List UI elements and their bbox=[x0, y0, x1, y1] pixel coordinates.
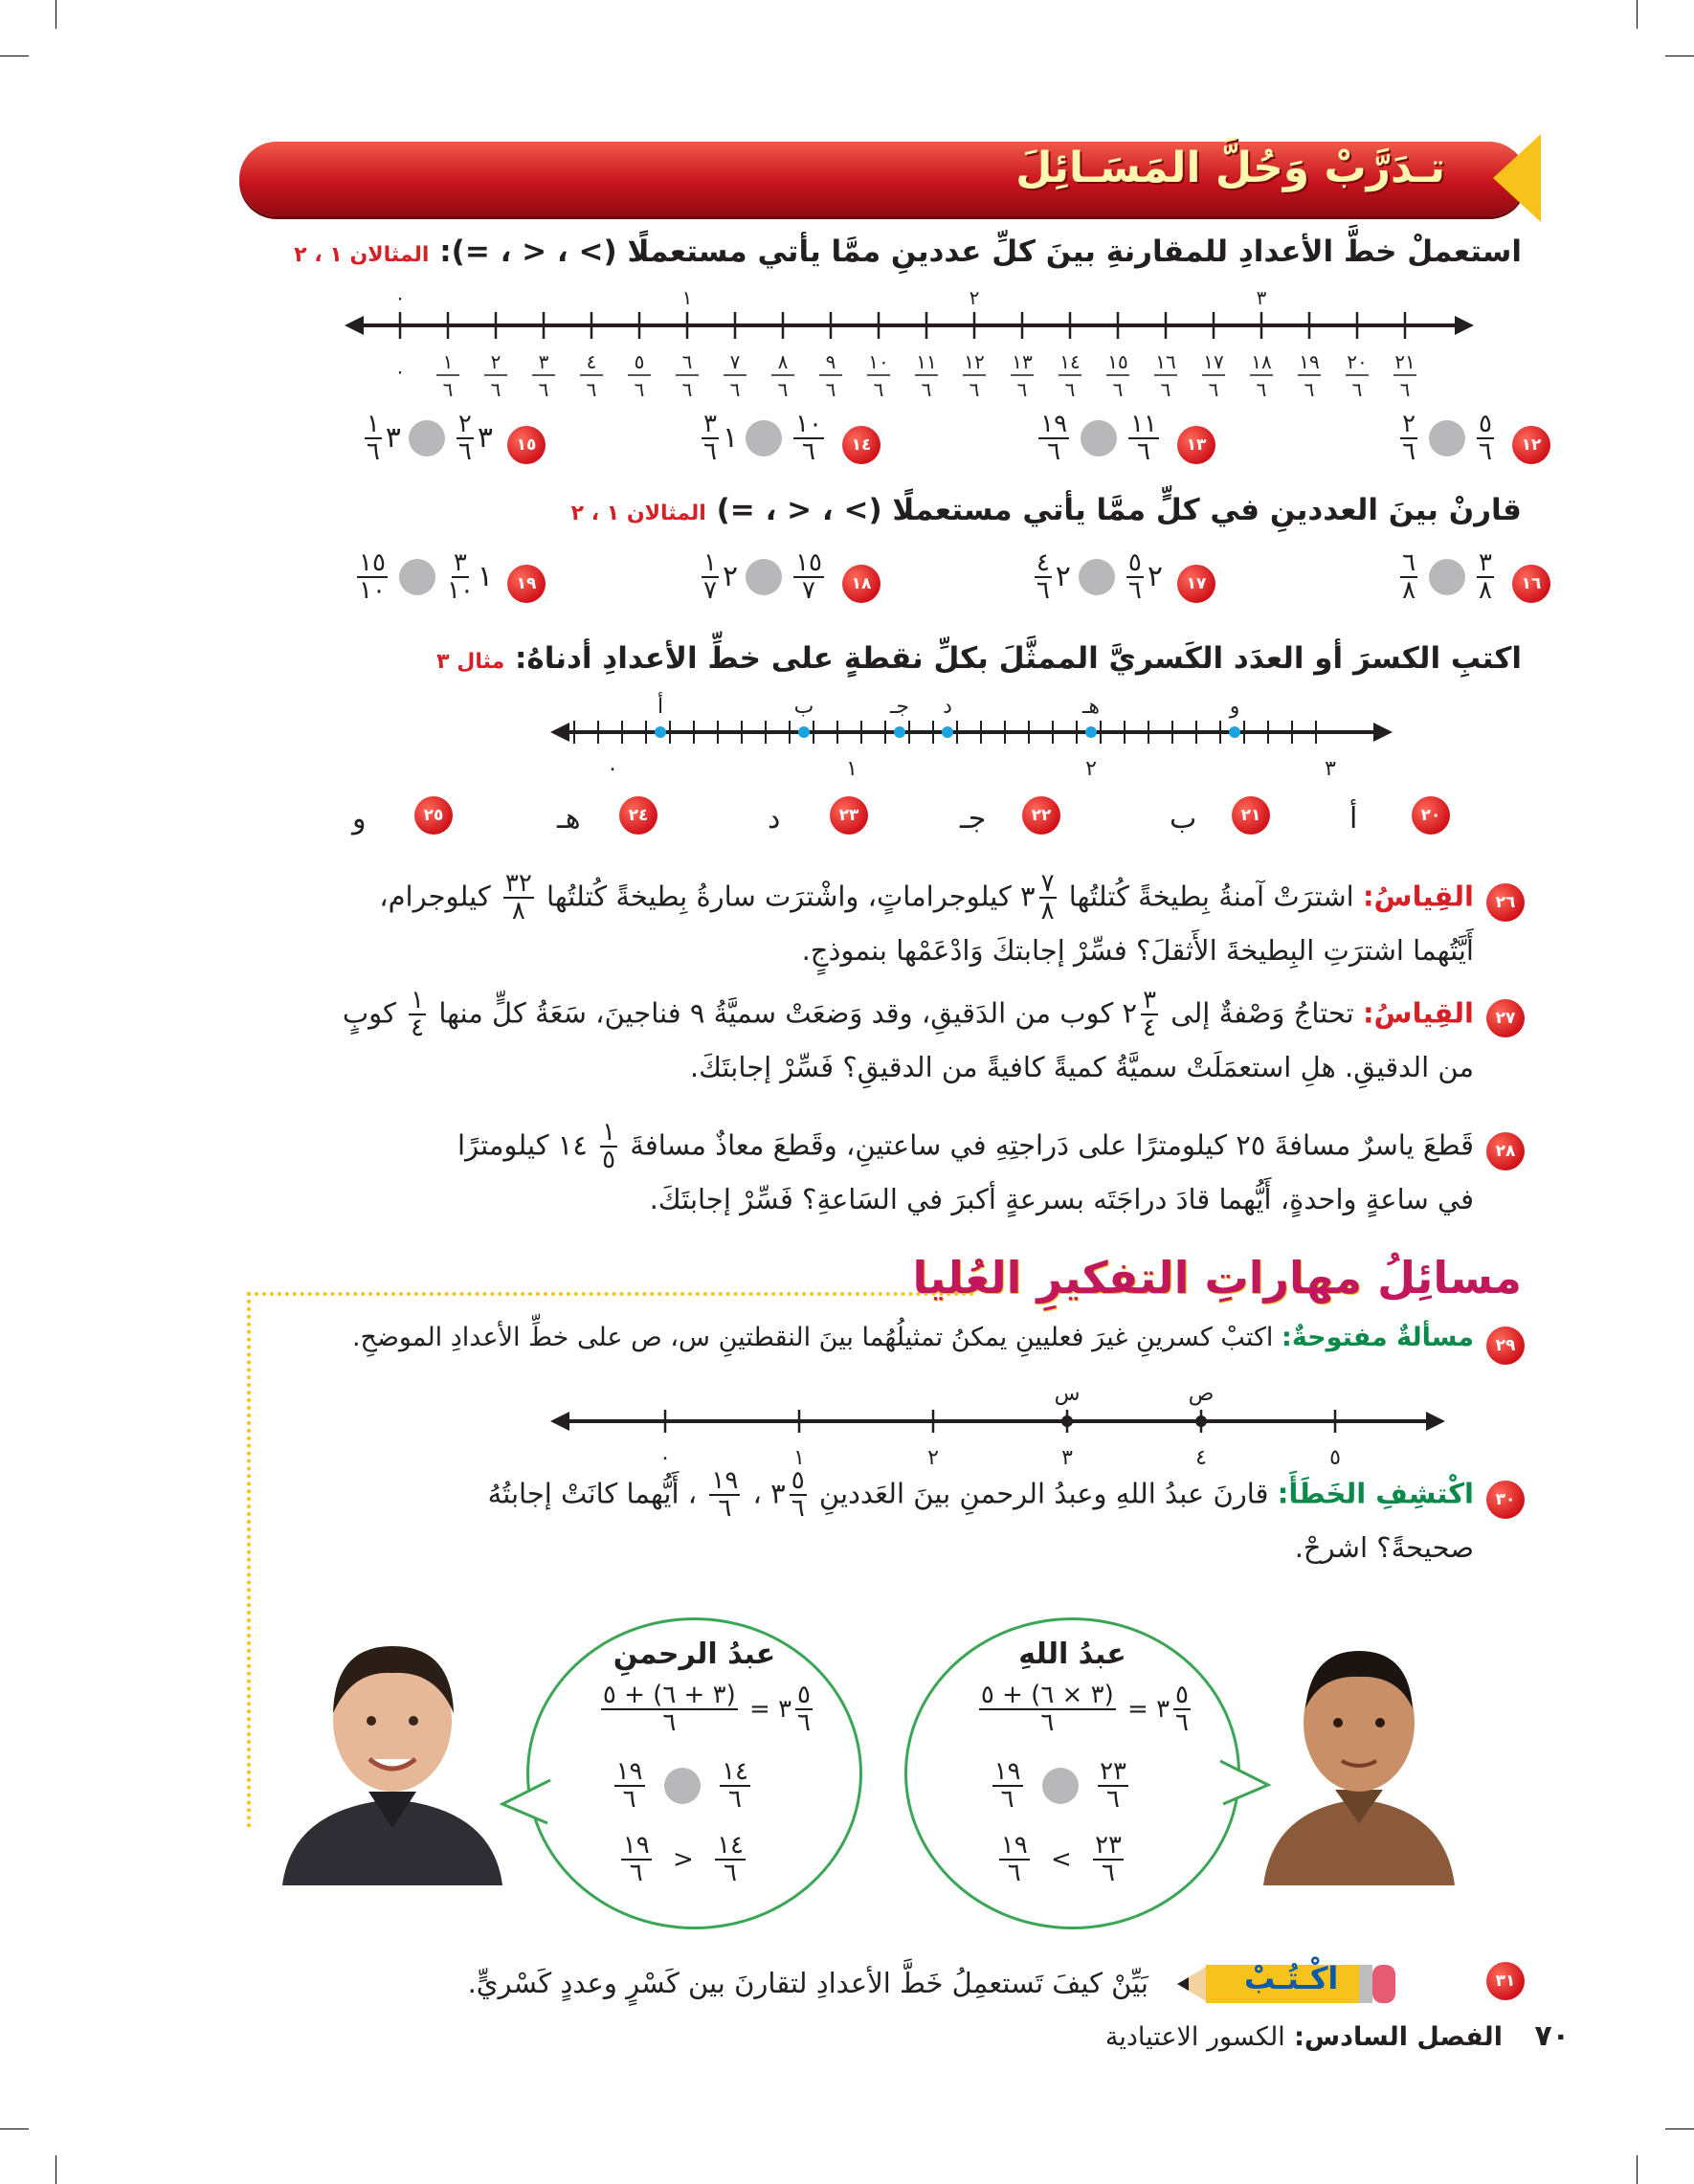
tick-denominator: ٦ bbox=[777, 378, 789, 401]
problem-number: ٢٧ bbox=[1486, 999, 1525, 1037]
fraction: $\frac{٥}{٦}$ bbox=[1127, 548, 1142, 606]
tick-denominator: ٦ bbox=[1160, 378, 1171, 401]
arrow-right-icon bbox=[1373, 723, 1393, 742]
crop-mark bbox=[1665, 2128, 1694, 2129]
tick-denominator: ٦ bbox=[1208, 378, 1219, 401]
instruction-text: اكتبِ الكسرَ أو العدَد الكَسريَّ الممثَّلَ بكلِّ نقطةٍ على خطِّ الأعدادِ أدناهُ: bbox=[515, 641, 1522, 676]
comparison-problem bbox=[1396, 412, 1498, 466]
tick-denominator: ٦ bbox=[442, 378, 454, 401]
tick-numerator: ١٧ bbox=[1203, 350, 1224, 373]
number-line-s-sad bbox=[550, 1369, 1445, 1474]
fraction: $\frac{١٩}{٦}$ bbox=[711, 1466, 739, 1524]
fraction: $\frac{١}{٧}$ bbox=[702, 548, 717, 606]
separator: ، bbox=[752, 1477, 762, 1510]
answer-circle[interactable] bbox=[1079, 559, 1115, 595]
fraction: $\frac{٤}{٦}$ bbox=[1036, 548, 1050, 606]
arrow-left-icon bbox=[345, 316, 364, 335]
page-number: ٧٠ bbox=[1534, 2019, 1570, 2053]
bubble-name: عبدُ الرحمنِ bbox=[613, 1638, 776, 1671]
arrow-left-icon bbox=[550, 723, 569, 742]
point-label: ب bbox=[793, 695, 814, 719]
problem-number: ١٩ bbox=[507, 565, 546, 603]
hots-title: مهاراتِ التفكيرِ العُليا bbox=[912, 1252, 1363, 1304]
fraction: $\frac{٥}{٦}$ bbox=[791, 1466, 805, 1524]
section2-instruction bbox=[571, 493, 1522, 527]
point-label: جـ bbox=[889, 695, 910, 719]
number-line-sixths bbox=[345, 282, 1474, 416]
answer-circle[interactable] bbox=[746, 420, 782, 457]
answer-circle[interactable] bbox=[409, 420, 445, 457]
fraction: $\frac{١٩}{٦}$ bbox=[1040, 410, 1068, 467]
whole-label: ١ bbox=[681, 286, 693, 309]
bubble-tail bbox=[1215, 1751, 1273, 1818]
tick-numerator: ٢١ bbox=[1394, 350, 1415, 373]
number-line-point bbox=[1085, 726, 1097, 738]
problem-number: ٢٢ bbox=[1022, 796, 1060, 835]
hots-dotted-frame bbox=[247, 1292, 974, 1296]
problem-text: من الدقيقِ. هلِ استعمَلَتْ سميَّةُ كميةً كافيةً من الدقيقِ؟ فَسِّرْ إجابتَكَ. bbox=[689, 1050, 1474, 1083]
answer-circle[interactable] bbox=[746, 559, 782, 595]
problem-label: مسألةٌ مفتوحةٌ: bbox=[1282, 1323, 1474, 1352]
fraction: $\frac{١}{٥}$ bbox=[602, 1118, 616, 1175]
tick-numerator: ٤ bbox=[586, 350, 597, 373]
problem-text: كيلوجراماتٍ، واشْترَت سارةُ بِطيخةً كُتلتُها bbox=[546, 880, 1012, 913]
whole-label: ٢ bbox=[969, 286, 980, 309]
problem-26 bbox=[191, 871, 1474, 975]
problem-text: قارنَ عبدُ اللهِ وعبدُ الرحمنِ بينَ العَددينِ bbox=[818, 1477, 1269, 1510]
fraction: $\frac{٢}{٦}$ bbox=[1402, 410, 1416, 467]
comparison-problem: $\frac{١٠}{٦}$ ١ $\frac{٣}{٦}$ bbox=[702, 410, 822, 467]
problem-number: ١٨ bbox=[842, 565, 880, 603]
tick-numerator: ١٩ bbox=[1299, 350, 1320, 373]
problem-label: اكْتشِفِ الخَطَأَ: bbox=[1277, 1477, 1474, 1510]
problem-number: ١٢ bbox=[1512, 426, 1550, 464]
axis-label: ٥ bbox=[1329, 1446, 1341, 1470]
fraction: $\frac{٦}{٨}$ bbox=[1402, 548, 1416, 606]
tick-denominator: ٦ bbox=[1399, 378, 1411, 401]
tick-denominator: ٦ bbox=[921, 378, 932, 401]
problem-number: ١٣ bbox=[1177, 426, 1215, 464]
tick-denominator: ٦ bbox=[1112, 378, 1124, 401]
tick-numerator: ٣ bbox=[538, 350, 549, 373]
axis-label: ١ bbox=[793, 1446, 805, 1470]
bubble-equation: $\frac{٥}{٦}$ ٣ = $\frac{(٣ + ٦) + ٥}{٦}$ bbox=[602, 1681, 811, 1738]
chapter-title: الكسور الاعتيادية bbox=[1104, 2022, 1285, 2052]
bubble-comparison: $\frac{١٤}{٦}$ $\frac{١٩}{٦}$ bbox=[615, 1757, 748, 1815]
tick-numerator: ٢٠ bbox=[1347, 350, 1368, 373]
comparison-problem: ٢ $\frac{٥}{٦}$ ٢ $\frac{٤}{٦}$ bbox=[1036, 548, 1163, 606]
section3-instruction bbox=[436, 641, 1522, 676]
fraction: $\frac{٧}{٨}$ bbox=[1040, 869, 1055, 926]
problem-text: أَيَّتُهما اشترَتِ البِطيخةَ الأَثقلَ؟ فسِّرْ إجابتكَ وَادْعَمْها بنموذجٍ. bbox=[801, 933, 1474, 967]
speech-bubble-abdulrahman bbox=[526, 1617, 862, 1929]
number-line-point bbox=[798, 726, 810, 738]
tick-numerator: ٢ bbox=[490, 350, 502, 373]
point-label: ص bbox=[1188, 1382, 1215, 1406]
crop-mark bbox=[0, 2128, 29, 2129]
example-ref: المثالان ١ ، ٢ bbox=[570, 501, 706, 525]
number-line-points bbox=[550, 689, 1393, 794]
problem-28 bbox=[191, 1120, 1474, 1224]
tick-numerator: ١٨ bbox=[1251, 350, 1272, 373]
crop-mark bbox=[1637, 0, 1638, 29]
comparison-problem: ٣ $\frac{٢}{٦}$ ٣ $\frac{١}{٦}$ bbox=[366, 410, 493, 467]
tick-denominator: ٦ bbox=[538, 378, 549, 401]
problem-label: القِياسُ: bbox=[1362, 880, 1474, 913]
bubble-result: $\frac{١٤}{٦}$ < $\frac{١٩}{٦}$ bbox=[622, 1831, 744, 1888]
point-s bbox=[1061, 1415, 1073, 1427]
bubble-comparison: $\frac{٢٣}{٦}$ $\frac{١٩}{٦}$ bbox=[993, 1757, 1126, 1815]
point-label: هـ bbox=[1081, 695, 1101, 719]
arrow-right-icon bbox=[1455, 316, 1474, 335]
answer-label: د bbox=[768, 802, 781, 836]
problem-number: ١٧ bbox=[1177, 565, 1215, 603]
fraction: $\frac{١٠}{٦}$ bbox=[795, 410, 822, 467]
number-line-point bbox=[942, 726, 953, 738]
tick-numerator: ٨ bbox=[777, 350, 789, 373]
fraction: $\frac{١١}{٦}$ bbox=[1130, 410, 1157, 467]
problem-number: ٢٦ bbox=[1486, 883, 1525, 922]
instruction-text: قارنْ بينَ العددينِ في كلٍّ ممَّا يأتي مستعملًا (> ، < ، =) bbox=[716, 493, 1522, 527]
bubble-equation: $\frac{٥}{٦}$ ٣ = $\frac{(٣ \times ٦) + ٥}{٦}$ bbox=[980, 1681, 1189, 1738]
comparison-problem bbox=[1035, 412, 1163, 466]
fraction: $\frac{٥}{٦}$ bbox=[1479, 410, 1492, 467]
whole-number: ٢ bbox=[1122, 996, 1138, 1030]
comparison-problem bbox=[1396, 550, 1498, 605]
tick-numerator: ٩ bbox=[825, 350, 836, 373]
point-label: أ bbox=[657, 695, 664, 719]
tick-numerator: ١٢ bbox=[964, 350, 985, 373]
number-line-point bbox=[655, 726, 666, 738]
tick-numerator: ١١ bbox=[916, 350, 937, 373]
tick-numerator: ٥ bbox=[634, 350, 645, 373]
problem-number: ١٤ bbox=[842, 426, 880, 464]
point-label: س bbox=[1054, 1382, 1081, 1406]
answer-circle[interactable] bbox=[399, 559, 435, 595]
problem-number: ٢٣ bbox=[830, 796, 868, 835]
tick-numerator: ١٦ bbox=[1155, 350, 1176, 373]
arrow-right-icon bbox=[1426, 1412, 1445, 1431]
problem-30 bbox=[191, 1468, 1474, 1572]
tick-numerator: ٦ bbox=[681, 350, 693, 373]
tick-denominator: ٦ bbox=[490, 378, 502, 401]
tick-denominator: ٦ bbox=[1256, 378, 1267, 401]
answer-circle[interactable] bbox=[1429, 559, 1465, 595]
banner-title: تـدَرَّبْ وَحُلَّ المَسَـائِلَ bbox=[1015, 144, 1445, 192]
problem-number: ٣١ bbox=[1486, 1962, 1525, 2000]
tick-denominator: ٦ bbox=[1016, 378, 1028, 401]
bubble-tail bbox=[498, 1771, 555, 1838]
problem-number: ٢٤ bbox=[619, 796, 658, 835]
answer-label: ب bbox=[1170, 802, 1197, 836]
speech-bubble-abdullah bbox=[904, 1617, 1240, 1929]
page-footer bbox=[1105, 2019, 1570, 2053]
problem-text: اشترَتْ آمنةُ بِطيخةً كُتلتُها bbox=[1068, 880, 1354, 913]
tick-numerator: ١ bbox=[442, 350, 454, 373]
bubble-name: عبدُ اللهِ bbox=[1018, 1638, 1126, 1671]
chapter-label: الفصل السادس: bbox=[1294, 2022, 1503, 2052]
answer-circle[interactable] bbox=[1429, 420, 1465, 457]
answer-label: هـ bbox=[557, 802, 581, 836]
problem-number: ٢٠ bbox=[1412, 796, 1450, 835]
tick-denominator: ٦ bbox=[729, 378, 741, 401]
arrow-left-icon bbox=[550, 1412, 569, 1431]
fraction: $\frac{١٥}{١٠}$ bbox=[359, 548, 386, 606]
answer-circle bbox=[1042, 1768, 1079, 1804]
axis-label: ٤ bbox=[1195, 1446, 1207, 1470]
boy-photo-left bbox=[278, 1617, 507, 1885]
tick-numerator: ١٣ bbox=[1012, 350, 1033, 373]
problem-text: قَطعَ ياسرٌ مسافةَ ٢٥ كيلومترًا على دَراجتِهِ في ساعتينِ، وقَطعَ معاذٌ مسافةَ bbox=[630, 1128, 1474, 1162]
tick-denominator: ٦ bbox=[634, 378, 645, 401]
tick-numerator: ١٥ bbox=[1107, 350, 1128, 373]
whole-number: ٣ bbox=[770, 1477, 786, 1510]
pencil-label: اكْـتُـبْ bbox=[1244, 1960, 1339, 1996]
problem-27 bbox=[191, 988, 1474, 1092]
problem-29 bbox=[191, 1313, 1474, 1363]
tick-denominator: ٦ bbox=[1064, 378, 1076, 401]
problem-text: تحتاجُ وَصْفةٌ إلى bbox=[1170, 996, 1354, 1030]
crop-mark bbox=[1637, 2155, 1638, 2184]
axis-label: ٢ bbox=[927, 1446, 939, 1470]
boy-photo-right bbox=[1254, 1617, 1464, 1885]
problem-text: في ساعةٍ واحدةٍ، أَيُّهما قادَ دراجَتَه بسرعةٍ أكبرَ في السَاعةِ؟ فَسِّرْ إجابتَكَ. bbox=[649, 1182, 1474, 1215]
problem-number: ٢١ bbox=[1232, 796, 1270, 835]
answer-circle bbox=[664, 1768, 701, 1804]
problem-text: ، أَيُّهما كانَتْ إجابتُهُ bbox=[487, 1477, 698, 1510]
answer-label: أ bbox=[1349, 802, 1358, 836]
tick-denominator: ٦ bbox=[969, 378, 980, 401]
hots-heading bbox=[913, 1252, 1522, 1304]
tick-denominator: ٦ bbox=[586, 378, 597, 401]
fraction: $\frac{٣}{٦}$ bbox=[702, 410, 717, 467]
problem-text: كوب من الدَقيقِ، وقد وَضعَتْ سميَّةُ ٩ فناجينَ، سَعَةُ كلٍّ منها bbox=[438, 996, 1114, 1030]
axis-label: ٣ bbox=[1061, 1446, 1073, 1470]
tick-numerator: ١٠ bbox=[868, 350, 889, 373]
tick-denominator: ٦ bbox=[873, 378, 884, 401]
whole-label: ٠ bbox=[394, 286, 406, 309]
point-sad bbox=[1195, 1415, 1207, 1427]
comparison-problem: $\frac{١٥}{٧}$ ٢ $\frac{١}{٧}$ bbox=[702, 548, 822, 606]
answer-circle[interactable] bbox=[1081, 420, 1117, 457]
axis-label: ٣ bbox=[1325, 757, 1336, 781]
number-line-point bbox=[1229, 726, 1240, 738]
tick-label: ٠ bbox=[394, 360, 406, 383]
fraction: $\frac{٣}{٨}$ bbox=[1479, 548, 1492, 606]
problem-text: كوبٍ bbox=[342, 996, 396, 1030]
answer-label: و bbox=[352, 802, 367, 836]
axis-label: ٢ bbox=[1085, 757, 1097, 781]
whole-number: ٣ bbox=[1020, 880, 1036, 913]
whole-label: ٣ bbox=[1256, 286, 1267, 309]
axis-label: ٠ bbox=[607, 757, 618, 781]
problem-label: القِياسُ: bbox=[1362, 996, 1474, 1030]
problem-text: صحيحةً؟ اشرحْ. bbox=[1294, 1530, 1474, 1564]
tick-denominator: ٦ bbox=[1304, 378, 1315, 401]
tick-denominator: ٦ bbox=[825, 378, 836, 401]
comparison-problem: ١ $\frac{٣}{١٠}$ $\frac{١٥}{١٠}$ bbox=[359, 548, 493, 606]
fraction: $\frac{٣٢}{٨}$ bbox=[504, 869, 532, 926]
answer-label: جـ bbox=[960, 802, 987, 836]
tick-numerator: ٧ bbox=[729, 350, 741, 373]
fraction: $\frac{١}{٤}$ bbox=[411, 986, 425, 1043]
problem-text: اكتبْ كسرينِ غيرَ فعليينِ يمكنُ تمثيلُهُما بينَ النقطتينِ س، ص على خطِّ الأعدادِ الموضحِ. bbox=[351, 1323, 1274, 1352]
instruction-text: استعملْ خطَّ الأعدادِ للمقارنةِ بينَ كلِّ عددينِ ممَّا يأتي مستعملًا (> ، < ، =): bbox=[439, 234, 1522, 269]
tick-numerator: ١٤ bbox=[1059, 350, 1081, 373]
problem-number: ١٥ bbox=[507, 426, 546, 464]
problem-number: ٣٠ bbox=[1486, 1481, 1525, 1519]
bubble-result: $\frac{٢٣}{٦}$ > $\frac{١٩}{٦}$ bbox=[1000, 1831, 1122, 1888]
problem-text: كيلوجرام، bbox=[379, 880, 491, 913]
tick-denominator: ٦ bbox=[681, 378, 693, 401]
problem-number: ٢٨ bbox=[1486, 1132, 1525, 1170]
problem-text: ١٤ كيلومترًا bbox=[457, 1128, 588, 1162]
example-ref: المثالان ١ ، ٢ bbox=[294, 243, 430, 267]
axis-label: ١ bbox=[846, 757, 858, 781]
problem-number: ٢٥ bbox=[414, 796, 453, 835]
fraction: $\frac{٣}{١٠}$ bbox=[446, 548, 474, 606]
problem-31: بَيِّنْ كيفَ تَستعمِلُ خَطَّ الأعدادِ لتقارنَ بين كَسْرٍ وعددٍ كَسْريٍّ. bbox=[467, 1967, 1148, 1999]
fraction: $\frac{٢}{٦}$ bbox=[457, 410, 472, 467]
example-ref: مثال ٣ bbox=[436, 650, 505, 674]
number-line-point bbox=[894, 726, 905, 738]
section1-instruction bbox=[294, 234, 1522, 269]
problem-number: ٢٩ bbox=[1486, 1326, 1525, 1365]
fraction: $\frac{٣}{٤}$ bbox=[1143, 986, 1157, 1043]
fraction: $\frac{١٥}{٧}$ bbox=[795, 548, 822, 606]
hots-word: مسائِلُ bbox=[1377, 1252, 1522, 1304]
tick-denominator: ٦ bbox=[1351, 378, 1363, 401]
point-label: د bbox=[943, 695, 952, 719]
fraction: $\frac{١}{٦}$ bbox=[366, 410, 380, 467]
point-label: و bbox=[1229, 695, 1240, 719]
banner-triangle-icon bbox=[1493, 134, 1541, 222]
axis-label: ٠ bbox=[659, 1446, 671, 1470]
problem-number: ١٦ bbox=[1512, 565, 1550, 603]
